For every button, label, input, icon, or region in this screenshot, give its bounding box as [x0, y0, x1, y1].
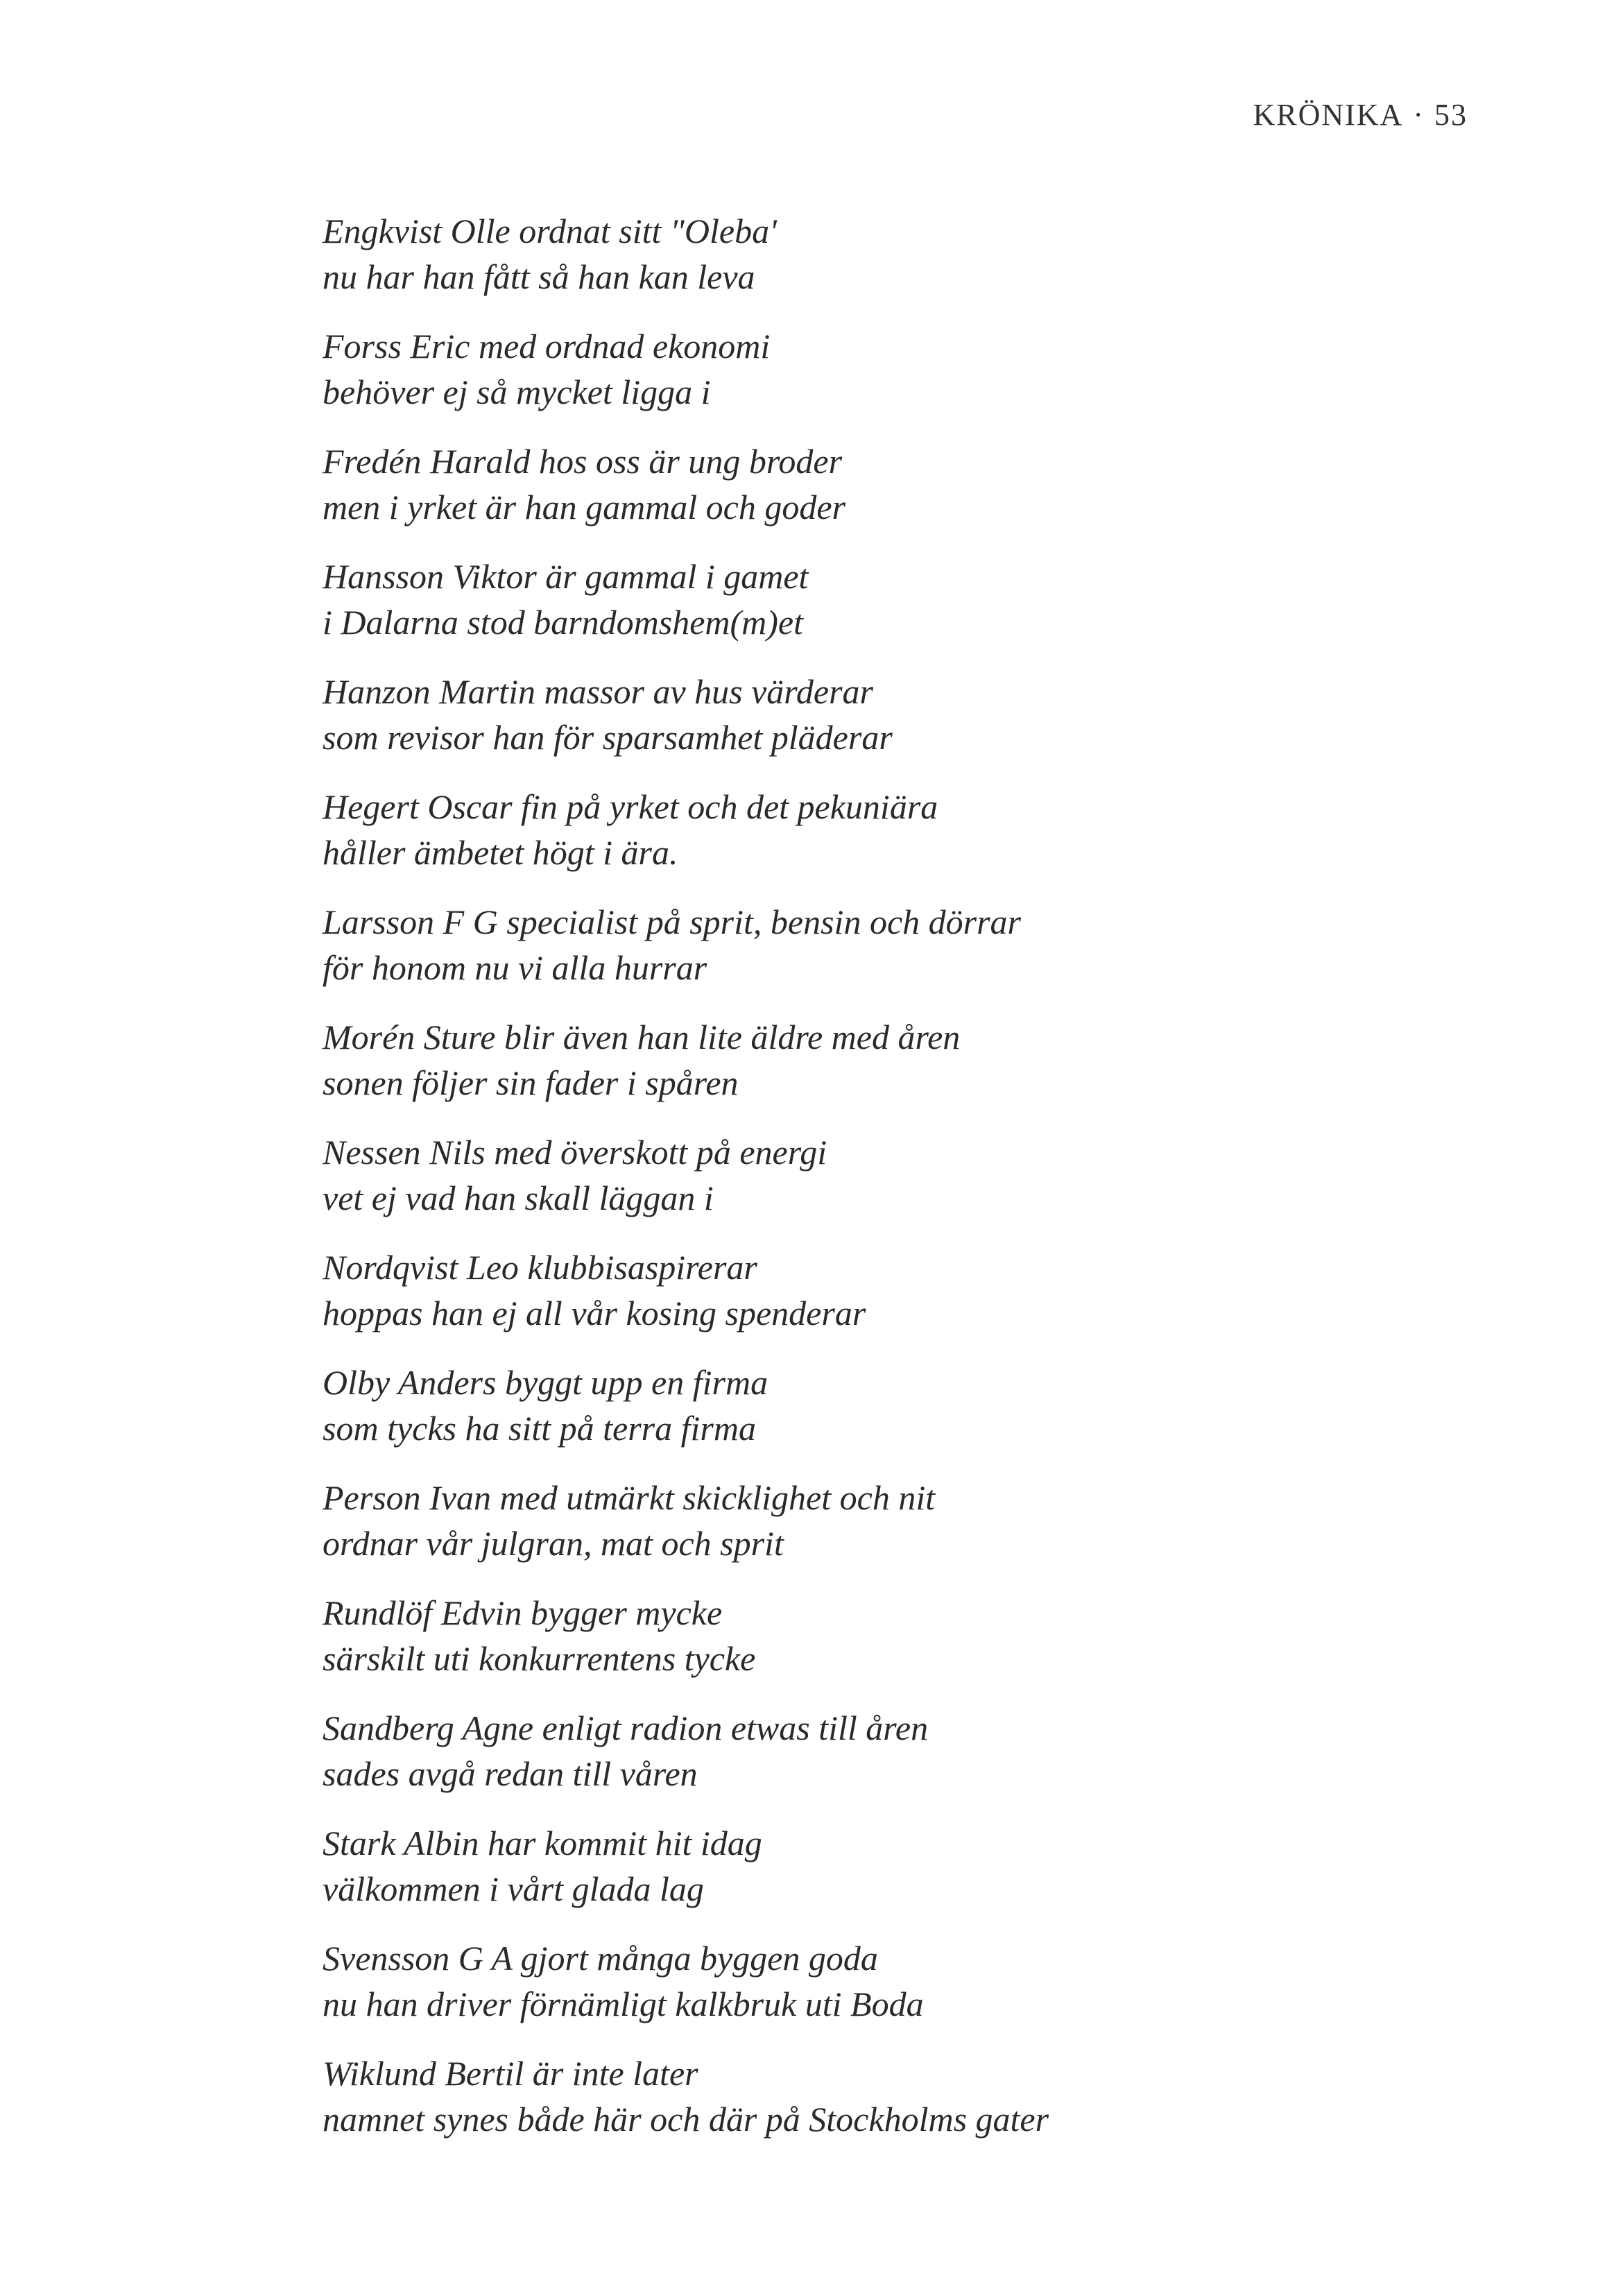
- poem-line: Nessen Nils med överskott på energi: [323, 1133, 827, 1172]
- stanza: [323, 438, 1467, 530]
- poem-line: nu har han fått så han kan leva: [323, 257, 755, 296]
- poem-line: sonen följer sin fader i spåren: [323, 1063, 739, 1102]
- poem-line: Svensson G A gjort många byggen goda: [323, 1939, 878, 1978]
- running-head: [1253, 97, 1468, 132]
- poem-line: Hansson Viktor är gammal i gamet: [323, 557, 809, 596]
- poem-line: hoppas han ej all vår kosing spenderar: [323, 1294, 866, 1333]
- stanza: [323, 899, 1467, 991]
- poem-line: vet ej vad han skall läggan i: [323, 1179, 714, 1217]
- stanza: [323, 1244, 1467, 1336]
- poem-line: Sandberg Agne enligt radion etwas till åren: [323, 1708, 929, 1747]
- poem-line: i Dalarna stod barndomshem(m)et: [323, 603, 804, 642]
- poem-line: välkommen i vårt glada lag: [323, 1869, 704, 1908]
- poem-line: sades avgå redan till våren: [323, 1754, 698, 1793]
- poem-line: som tycks ha sitt på terra firma: [323, 1409, 756, 1448]
- stanza: [323, 208, 1467, 300]
- poem-line: Nordqvist Leo klubbisaspirerar: [323, 1248, 757, 1287]
- poem-line: Wiklund Bertil är inte later: [323, 2054, 698, 2093]
- stanza: [323, 1360, 1467, 1451]
- stanza: [323, 1590, 1467, 1681]
- poem-line: namnet synes både här och där på Stockholms gater: [323, 2100, 1049, 2139]
- stanza: [323, 669, 1467, 760]
- poem-line: särskilt uti konkurrentens tycke: [323, 1639, 756, 1678]
- header-separator: ·: [1413, 98, 1425, 132]
- poem-line: Larsson F G specialist på sprit, bensin och dörrar: [323, 902, 1022, 941]
- poem-line: Olby Anders byggt upp en firma: [323, 1363, 768, 1402]
- poem-line: Hegert Oscar fin på yrket och det pekuniära: [323, 787, 938, 826]
- stanza: [323, 2050, 1467, 2142]
- poem-line: Hanzon Martin massor av hus värderar: [323, 672, 873, 711]
- stanza: [323, 1820, 1467, 1912]
- stanza: [323, 1935, 1467, 2027]
- poem-line: behöver ej så mycket ligga i: [323, 372, 711, 411]
- poem-line: Forss Eric med ordnad ekonomi: [323, 327, 771, 366]
- poem-line: för honom nu vi alla hurrar: [323, 948, 707, 987]
- poem-line: ordnar vår julgran, mat och sprit: [323, 1524, 784, 1563]
- poem-line: Engkvist Olle ordnat sitt "Oleba': [323, 212, 777, 250]
- stanza: [323, 323, 1467, 415]
- section-title: KRÖNIKA: [1253, 98, 1404, 132]
- stanza: [323, 1475, 1467, 1566]
- stanza: [323, 554, 1467, 645]
- stanza: [323, 1014, 1467, 1106]
- poem-line: Stark Albin har kommit hit idag: [323, 1824, 762, 1862]
- poem-line: Rundlöf Edvin bygger mycke: [323, 1593, 723, 1632]
- poem-line: håller ämbetet högt i ära.: [323, 833, 678, 872]
- poem-line: Fredén Harald hos oss är ung broder: [323, 442, 843, 481]
- page-number: 53: [1434, 98, 1468, 132]
- poem-line: Person Ivan med utmärkt skicklighet och nit: [323, 1478, 936, 1517]
- poem-line: men i yrket är han gammal och goder: [323, 488, 846, 526]
- poem-line: som revisor han för sparsamhet pläderar: [323, 718, 893, 757]
- poem-line: nu han driver förnämligt kalkbruk uti Boda: [323, 1985, 924, 2023]
- stanza: [323, 1705, 1467, 1797]
- stanza: [323, 1129, 1467, 1221]
- stanza: [323, 784, 1467, 875]
- poem: [323, 208, 1467, 2166]
- poem-line: Morén Sture blir även han lite äldre med åren: [323, 1018, 961, 1056]
